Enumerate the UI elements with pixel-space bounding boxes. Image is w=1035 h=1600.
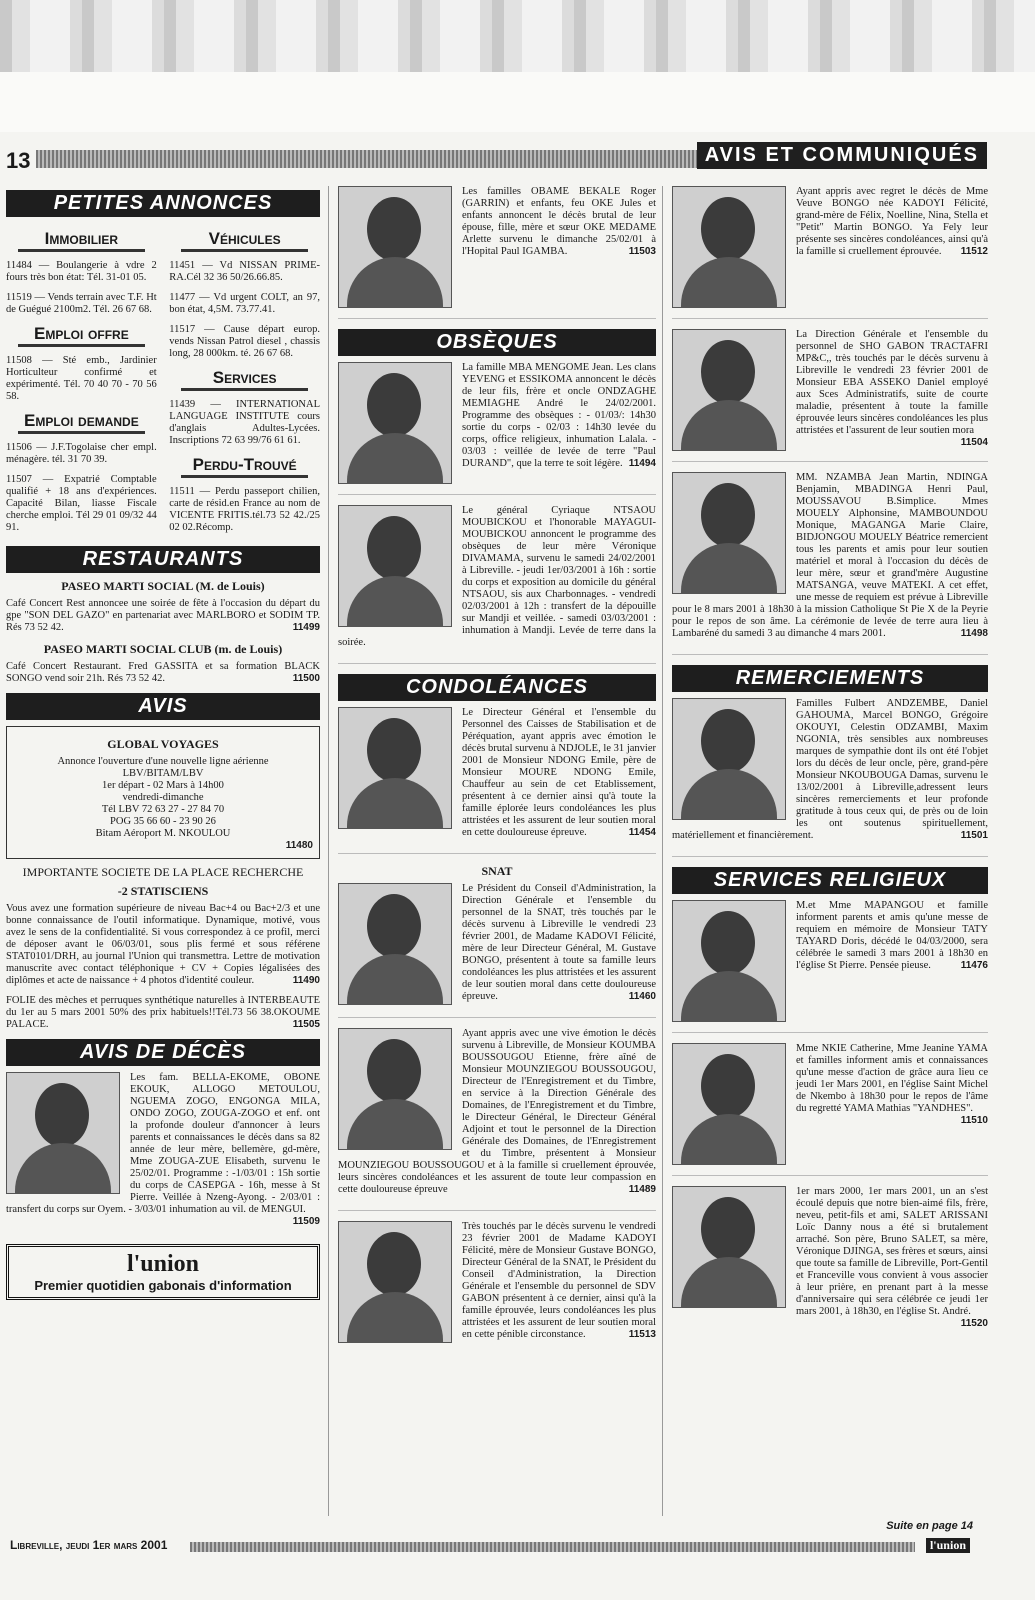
folie-ad (6, 995, 320, 1031)
ad-line: Tél LBV 72 63 27 - 27 84 70 (101, 804, 225, 815)
ad-line: Annonce l'ouverture d'une nouvelle ligne aérienne (57, 756, 269, 767)
ref-number: 11513 (628, 1329, 656, 1340)
services-religieux-heading: SERVICES RELIGIEUX (672, 867, 988, 894)
classified-item: 11519 — Vends terrain avec T.F. Ht de Guégué 2100m2. Tél. 26 67 68. (6, 292, 157, 315)
ref-number: 11489 (628, 1184, 656, 1195)
classified-item: 11511 — Perdu passeport chilien, carte de résid.en France au nom de VICENTE FRITIS.tél.73 52 42./25 02 02.Récomp. (169, 486, 320, 533)
scan-top-band (0, 0, 1035, 72)
union-promo-box (6, 1244, 320, 1300)
condolence-notice (338, 707, 656, 854)
footer-rule (190, 1542, 915, 1552)
column-divider (328, 186, 329, 1516)
ref-number: 11501 (960, 830, 988, 841)
ref-number: 11498 (960, 628, 988, 639)
restaurants-heading: RESTAURANTS (6, 546, 320, 573)
job-ad-body: Vous avez une formation supérieure de niveau Bac+4 ou Bac+2/3 et une bonne connaissance de l'outil informatique. Dynamique, motivé, vous avez le sens de la confidentialité. Si vous correspondez à ce profil, merci de déposer avant le 06/03/01, sous plis fermé et sous référene STAT0101/DRH, au journal l'Union qui transmettra. Lettre de motivation manuscrite avec contact téléphonique + CV + Copies légalisées des diplômes et acte de naissance + 4 photos d'identité couleur. (6, 903, 320, 986)
global-voyages-ad (6, 726, 320, 859)
column-right (672, 186, 988, 1346)
classified-item: 11451 — Vd NISSAN PRIME-RA.Cél 32 36 50/26.66.85. (169, 260, 320, 283)
portrait-photo (672, 186, 786, 308)
restaurant-text (6, 598, 320, 634)
vehicules-heading: Véhicules (181, 229, 308, 252)
notice-body: Mme NKIE Catherine, Mme Jeanine YAMA et familles informent amis et connaissances qu'une messe d'action de grâce aura lieu ce jeudi 1er Mars 2001, en l'église Saint Michel de Nkembo à 18h30 pour le repos de l'âme du regretté YAMA Mathias "YANDHES". (796, 1043, 988, 1114)
section-title: AVIS ET COMMUNIQUÉS (697, 142, 987, 169)
column-left (6, 186, 320, 1300)
classified-item: 11508 — Sté emb., Jardinier Horticulteur confirmé et expérimenté. Tél. 70 40 70 - 70 56 58. (6, 355, 157, 402)
classified-item: 11517 — Cause départ europ. vends Nissan Patrol diesel , chassis long, 28 000km. té. 26 67 68. (169, 324, 320, 359)
footer-place-date: Libreville, jeudi 1er mars 2001 (10, 1538, 168, 1552)
footer-brand: l'union (926, 1538, 970, 1553)
ad-line: LBV/BITAM/LBV (122, 768, 204, 779)
portrait-photo (672, 1186, 786, 1308)
ref-number: 11500 (292, 673, 320, 684)
classifieds-right (169, 223, 320, 542)
mass-notice (672, 1186, 988, 1336)
portrait-photo (672, 900, 786, 1022)
ref-number: 11510 (960, 1115, 988, 1126)
job-ad-text (6, 903, 320, 987)
services-heading: Services (181, 368, 308, 391)
obituary-notice (338, 505, 656, 664)
snat-heading: SNAT (481, 864, 513, 878)
ad-line: vendredi-dimanche (122, 792, 204, 803)
ad-title: GLOBAL VOYAGES (107, 737, 219, 751)
ref-number: 11494 (628, 458, 656, 469)
page-top-margin (0, 72, 1035, 132)
ref-number: 11476 (960, 960, 988, 971)
portrait-photo (338, 707, 452, 829)
union-logo-text: l'union (126, 1251, 200, 1277)
perdu-trouve-heading: Perdu-Trouvé (181, 455, 308, 478)
job-ad-title: IMPORTANTE SOCIETE DE LA PLACE RECHERCHE (22, 865, 304, 879)
notice-body: La famille MBA MENGOME Jean. Les clans YEVENG et ESSIKOMA annoncent le décès de leur fils, frère et oncle ONDZAGHE MEMIAGHE André le 24/02/2001. Programme des obsèques : - 01/03/: 14h30 sortie du corps - 02/03 : 14h30 levée du corps, office religieux, inhumation Lalala. - 03/03 : veillée de levée de terre "Paul DURAND", que la terre te soit légère. (462, 362, 656, 469)
condolence-notice (672, 186, 988, 319)
ref-number: 11490 (292, 975, 320, 986)
portrait-photo (672, 1043, 786, 1165)
notice-body: M.et Mme MAPANGOU et famille informent parents et amis qu'une messe de requiem en mémoire de Monsieur TATY TAYARD Doris, décédé le 04/03/2000, sera célébrée le samedi 3 mars 2001 à 18h30 en l'église St Pierre. Pensée pieuse. (796, 900, 988, 971)
condolence-notice (338, 1028, 656, 1211)
ref-number: 11480 (285, 840, 313, 851)
portrait-photo (338, 362, 452, 484)
ref-number: 11460 (628, 991, 656, 1002)
classified-item: 11507 — Expatrié Comptable qualifié + 18 ans d'expériences. Capacité Bilan, liasse Fiscale cherche emploi. Tél 29 01 09/32 44 91. (6, 474, 157, 533)
portrait-photo (672, 698, 786, 820)
condolence-notice (672, 329, 988, 462)
obituary-notice (338, 362, 656, 495)
petites-annonces-heading: PETITES ANNONCES (6, 190, 320, 217)
ref-number: 11512 (960, 246, 988, 257)
ad-ref-line (13, 840, 313, 852)
portrait-photo (338, 186, 452, 308)
notice-body: Familles Fulbert ANDZEMBE, Daniel GAHOUMA, Marcel BONGO, Grégoire OKOUYI, Celestin ODZAMBI, Maxim NGONIA, très sensibles aux nombreuses marques de sympathie dont ils ont été l'objet lors du décès de leur oncle, père, grand-père Monsieur NKOUBOUGA Damas, survenu le 13/02/2001 à Libreville,adressent leurs sincères remerciements et leur profonde gratitude à tous ceux qui, de près ou de loin les ont soutenus spirituellement, matériellement et financièrement. (672, 698, 988, 841)
thanks-notice (672, 472, 988, 655)
emploi-demande-heading: Emploi demande (18, 411, 145, 434)
notice-body: Les fam. BELLA-EKOME, OBONE EKOUK, ALLOGO METOULOU, NGUEMA ZOGO, ENGONGA MILA, ONDO ZOGO, ZOUGA-ZOGO et enf. ont la profonde douleur d'annoncer à leurs parents et connaissances le décès dans sa 82 année de leur mère, bellemère, gd-mère, Mme ZOUGA-ZUE Elisabeth, survenu le 25/02/01. Programme : -1/03/01 : 15h sortie du corps de CASEPGA - 16h, messe à St Pierre. Veillée à Nzeng-Ayong. - 2/03/01 : transfert du corps sur Oyem. - 3/03/01 inhumation au vil. de MENGUI. (6, 1072, 320, 1215)
portrait-photo (338, 883, 452, 1005)
mass-notice (672, 900, 988, 1033)
ad-line: POG 35 66 60 - 23 90 26 (110, 816, 216, 827)
union-tagline: Premier quotidien gabonais d'information (34, 1278, 292, 1293)
ref-number: 11499 (292, 622, 320, 633)
notice-body: MM. NZAMBA Jean Martin, NDINGA Benjamin, MBADINGA Henri Paul, MOUSSAVOU B.Simplice. Mmes MOUELY Alphonsine, MAMBOUNDOU Monique, MAGANGA Marie Claire, BIDJONGOU MOUELY Béatrice remercient tous les parents et amis pour leur soutien matériel et moral à l'occasion du décès de leur mère, sœur et grand'mère Augustine MATSANGA, veuve MATEKI. A cet effet, une messe de requiem est prévue à Libreville pour le 8 mars 2001 à 18h30 à la mission Catholique St Pie X de la Peyrie pour le repos de son âme. La cérémonie de levée de terre aura lieu à Lambaréné du samedi 3 au dimanche 4 mars 2001. (672, 472, 988, 639)
ad-line: Bitam Aéroport M. NKOULOU (95, 828, 231, 839)
portrait-photo (672, 472, 786, 594)
avis-heading: AVIS (6, 693, 320, 720)
restaurant-desc: Café Concert Rest annoncee une soirée de fête à l'occasion du départ du gpe "SON DEL GAZO" en partenariat avec MARLBORO et SODIM TP. Rés 73 52 42. (6, 598, 320, 633)
obseques-heading: OBSÈQUES (338, 329, 656, 356)
remerciements-heading: REMERCIEMENTS (672, 665, 988, 692)
column-middle (338, 186, 656, 1365)
notice-body: Ayant appris avec regret le décès de Mme Veuve BONGO née KADOYI Félicité, grand-mère de Félix, Noelline, Nina, Stella et "Petit" Martin BONGO. Ya Fely leur présente ses sincères condoléances, ainsi qu'à la famille si cruellement éprouvée. (796, 186, 988, 257)
avis-de-deces-heading: AVIS DE DÉCÈS (6, 1039, 320, 1066)
classifieds-left (6, 223, 157, 542)
restaurant-desc: Café Concert Restaurant. Fred GASSITA et sa formation BLACK SONGO vend soir 21h. Rés 73 52 42. (6, 661, 320, 684)
ad-line: 1er départ - 02 Mars à 14h00 (102, 780, 224, 791)
folie-ad-body: FOLIE des mèches et perruques synthétique naturelles à INTERBEAUTE du 1er au 5 mars 2001 50% des prix habituels!!Tél.73 56 38.OKOUME PALACE. (6, 995, 320, 1030)
ref-number: 11520 (960, 1318, 988, 1329)
obituary-notice (338, 186, 656, 319)
condolence-notice (338, 1221, 656, 1355)
ref-number: 11505 (292, 1019, 320, 1030)
restaurant-name: PASEO MARTI SOCIAL CLUB (m. de Louis) (43, 642, 283, 656)
notice-body: 1er mars 2000, 1er mars 2001, un an s'est écoulé depuis que notre bien-aimé fils, frère, neveu, petit-fils et ami, SALET ARISSANI Loïc Danny nous a été si brutalement arraché. Son père, Bruno SALET, sa mère, Véronique DJINGA, ses frères et sœurs, ainsi que toute sa famille de Libreville, Port-Gentil et Franceville vous convient à vous associer à leur prière, en prenant part à la messe d'anniversaire qui sera célébrée ce jeudi 1er mars 2001, à 18h30, en l'église St. André. (796, 1186, 988, 1317)
page-number: 13 (6, 148, 31, 173)
notice-body: Les familles OBAME BEKALE Roger (GARRIN) et enfants, feu OKE Jules et enfants annoncent le décès brutal de leur épouse, fille, mère et sœur OKE MEDAME Arlette survenu le dimanche 25/02/01 à l'Hopital Paul IGAMBA. (462, 186, 656, 257)
classifieds-grid (6, 223, 320, 542)
thanks-notice (672, 698, 988, 857)
ref-number: 11504 (960, 437, 988, 448)
condoleances-heading: CONDOLÉANCES (338, 674, 656, 701)
portrait-photo (338, 1221, 452, 1343)
ref-number: 11503 (628, 246, 656, 257)
portrait-photo (338, 1028, 452, 1150)
notice-text: Le général Cyriaque NTSAOU MOUBICKOU et l'honorable MAYAGUI-MOUBICKOU annoncent le programme des obsèques de leur mère Véronique DIVAMAMA, survenu le samedi 24/02/2001 à Libreville. - jeudi 1er/03/2001 à 16h : sortie du corps et exposition au domicile du général NTSAOU, sis aux Charbonnages. - vendredi 02/03/2001 à 12h : transfert de la dépouille sur Mandji et veillée. - samedi 03/03/2001 : inhumation à Mandji. Levée de terre dans la soirée. (338, 505, 656, 648)
portrait-photo (338, 505, 452, 627)
notice-body: Très touchés par le décès survenu le vendredi 23 février 2001 de Madame KADOYI Félicité, mère de Monsieur Gustave BONGO, Directeur Général de la SNAT, le Président du Conseil d'Administration, la Direction Générale et l'ensemble du personnel de SDV GABON présentent à ce dernier, ainsi qu'à la famille éprouvée, leurs condoléances les plus attristées et les assurent de leur soutien moral en cette pénible circonstance. (462, 1221, 656, 1340)
notice-body: Ayant appris avec une vive émotion le décès survenu à Libreville, de Monsieur KOUMBA BOUSSOUGOU Etienne, frère aîné de Monsieur MOUNZIEGOU BOUSSOUGOU, Directeur de l'Enregistrement et du Timbre, en service à la Direction Générale des Domaines, de l'Enregistrement et du Timbre, le Directeur Général, le Directeur Général Adjoint et tout le personnel de la Direction Générale des Domaines, de l'Enregistrement et du Timbre, présentent à Monsieur MOUNZIEGOU BOUSSOUGOU et à la famille si cruellement éprouvée, leurs sincères condoléances et les assurent de toute leur compassion en cette douloureuse épreuve (338, 1028, 656, 1195)
continued-note: Suite en page 14 (886, 1520, 973, 1532)
restaurant-text (6, 661, 320, 685)
notice-body: La Direction Générale et l'ensemble du personnel de SHO GABON TRACTAFRI MP&C,, très touchés par le décès survenu à Libreville le vendredi 23 février 2001 de Monsieur EBA ASSEKO Daniel employé aux Sces Administratifs, suite de courte maladie, présentent à toute la famille éprouvée leurs sincères condoléances les plus attristées et l'assurent de leur soutien mora (796, 329, 988, 436)
obituary-notice (6, 1072, 320, 1234)
classified-item: 11506 — J.F.Togolaise cher empl. ménagère. tél. 31 70 39. (6, 442, 157, 465)
condolence-notice (338, 883, 656, 1018)
notice-body: Le Président du Conseil d'Administration, la Direction Générale et l'ensemble du personnel de la SNAT, très touchés par le décès survenu à Libreville le vendredi 23 février 2001, de Madame KADOVI Félicité, mère de leur Directeur Général, M. Gustave BONGO, présentent à toute sa famille leurs condoléances les plus attristées et les assurent de leur soutien moral dans cette douloureuse épreuve. (462, 883, 656, 1002)
ref-number: 11509 (292, 1216, 320, 1227)
portrait-photo (6, 1072, 120, 1194)
mass-notice (672, 1043, 988, 1176)
ref-number: 11454 (628, 827, 656, 838)
classified-item: 11484 — Boulangerie à vdre 2 fours très bon état: Tél. 31-01 05. (6, 260, 157, 283)
immobilier-heading: Immobilier (18, 229, 145, 252)
job-ad-subtitle: -2 STATISCIENS (117, 884, 209, 898)
classified-item: 11477 — Vd urgent COLT, an 97, bon état, 4,5M. 73.77.41. (169, 292, 320, 315)
column-divider (662, 186, 663, 1516)
emploi-offre-heading: Emploi offre (18, 324, 145, 347)
restaurant-name: PASEO MARTI SOCIAL (M. de Louis) (61, 579, 265, 593)
notice-body: Le Directeur Général et l'ensemble du Personnel des Caisses de Stabilisation et de Péréquation, ayant appris avec émotion le décès brutal survenu à NDJOLE, le 31 janvier 2001 de Monsieur NDONG Emile, père de Monsieur MOURE NDONG Emile, Chauffeur au sein de cet Etablissement, présentent à ce dernier ainsi qu'à toute la famille éplorée leurs condoléances les plus attristées et les assurent de leur soutien moral en cette douloureuse épreuve. (462, 707, 656, 838)
portrait-photo (672, 329, 786, 451)
page-footer (10, 1538, 970, 1554)
classified-item: 11439 — INTERNATIONAL LANGUAGE INSTITUTE cours d'anglais Adultes-Lycées. Inscriptions 72 63 99/76 61 61. (169, 399, 320, 446)
